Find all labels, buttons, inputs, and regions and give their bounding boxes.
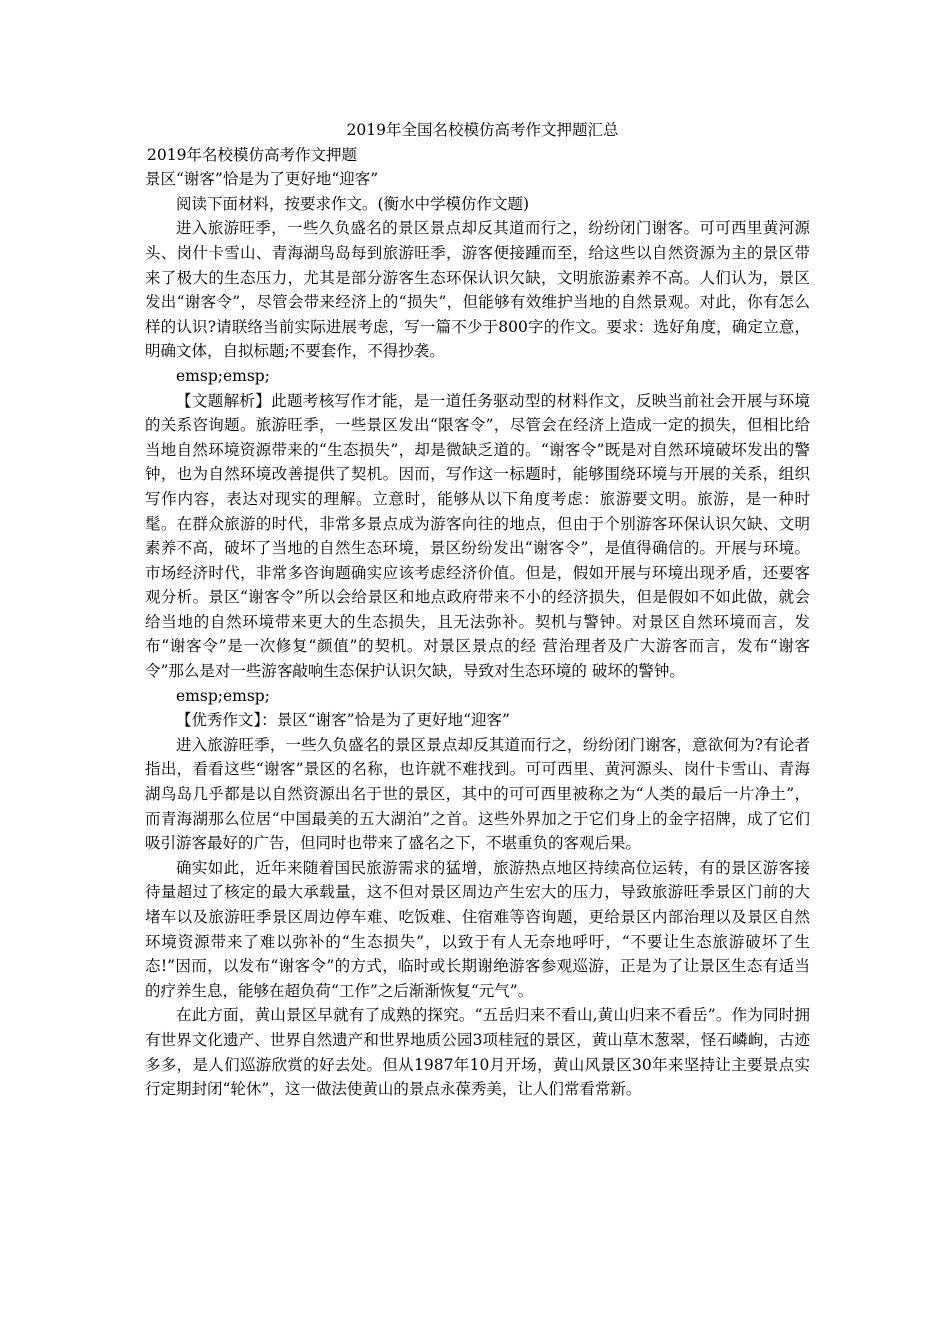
essay-topic: 景区“谢客”恰是为了更好地“迎客” — [145, 170, 379, 189]
document-page — [145, 118, 810, 1102]
essay-heading: 【优秀作文】：景区“谢客”恰是为了更好地“迎客” — [176, 711, 510, 730]
document-title: 2019年全国名校模仿高考作文押题汇总 — [346, 121, 619, 139]
essay-paragraph-2: 确实如此，近年来随着国民旅游需求的猛增，旅游热点地区持续高位运转，有的景区游客接待量超过了核定的最大承载量，这不但对景区周边产生宏大的压力，导致旅游旺季景区门前的大堵车以及旅游旺季景区周边停车难、吃饭难、住宿难等咨询题，更给景区内部治理以及景区自然环境资源带来了难以弥补的“生态损失”，以致于有人无奈地呼吁，“不要让生态旅游破坏了生态!”因而，以发布“谢客令”的方式，临时或长期谢绝游客参观巡游，正是为了让景区生态有适当的疗养生息，能够在超负荷“工作”之后渐渐恢复“元气”。 — [145, 858, 810, 1000]
essay-paragraph-1: 进入旅游旺季，一些久负盛名的景区景点却反其道而行之，纷纷闭门谢客，意欲何为?有论者指出，看看这些“谢客”景区的名称，也许就不难找到。可可西里、黄河源头、岗什卡雪山、青海湖鸟岛几乎都是以自然资源出名于世的景区，其中的可可西里被称之为“人类的最后一片净土”，而青海湖那么位居“中国最美的五大湖泊”之首。这些外界加之于它们身上的金字招牌，成了它们吸引游客最好的广告，但同时也带来了盛名之下，不堪重负的客观后果。 — [145, 735, 810, 853]
analysis-paragraph: 【文题解析】此题考核写作才能，是一道任务驱动型的材料作文，反映当前社会开展与环境的关系咨询题。旅游旺季，一些景区发出“限客令”，尽管会在经济上造成一定的损失，但相比给当地自然环境资源带来的“生态损失”，却是微缺乏道的。“谢客令”既是对自然环境破坏发出的警钟，也为自然环境改善提供了契机。因而，写作这一标题时，能够围绕环境与开展的关系，组织写作内容，表达对现实的理解。立意时，能够从以下角度考虑：旅游要文明。旅游，是一种时髦。在群众旅游的时代，非常多景点成为游客向往的地点，但由于个别游客环保认识欠缺、文明素养不高，破坏了当地的自然生态环境，景区纷纷发出“谢客令”，是值得确信的。开展与环境。市场经济时代，非常多咨询题确实应该考虑经济价值。但是，假如开展与环境出现矛盾，还要客观分析。景区“谢客令”所以会给景区和地点政府带来不小的经济损失，但是假如不如此做，就会给当地的自然环境带来更大的生态损失，且无法弥补。契机与警钟。对景区自然环境而言，发布“谢客令”是一次修复“颜值”的契机。对景区景点的经 营治理者及广大游客而言，发布“谢客令”那么是对一些游客敲响生态保护认识欠缺，导致对生态环境的 破坏的警钟。 — [145, 391, 810, 681]
spacer-text: emsp;emsp; — [176, 366, 270, 385]
material-paragraph: 进入旅游旺季，一些久负盛名的景区景点却反其道而行之，纷纷闭门谢客。可可西里黄河源头、岗什卡雪山、青海湖鸟岛每到旅游旺季，游客便接踵而至，给这些以自然资源为主的景区带来了极大的生态压力，尤其是部分游客生态环保认识欠缺，文明旅游素养不高。人们认为，景区发出“谢客令”，尽管会带来经济上的“损失”，但能够有效维护当地的自然景观。对此，你有怎么样的认识?请联络当前实际进展考虑，写一篇不少于800字的作文。要求：选好角度，确定立意，明确文体，自拟标题;不要套作，不得抄袭。 — [145, 219, 810, 361]
instruction-text: 阅读下面材料，按要求作文。(衡水中学模仿作文题) — [176, 194, 530, 213]
essay-paragraph-3: 在此方面，黄山景区早就有了成熟的探究。“五岳归来不看山,黄山归来不看岳”。作为同时拥有世界文化遗产、世界自然遗产和世界地质公园3项桂冠的景区，黄山草木葱翠，怪石嶙峋，古迹多多，是人们巡游欣赏的好去处。但从1987年10月开场，黄山风景区30年来坚持让主要景点实行定期封闭“轮休”，这一做法使黄山的景点永葆秀美，让人们常看常新。 — [145, 1006, 810, 1099]
document-subtitle: 2019年名校模仿高考作文押题 — [147, 145, 357, 164]
spacer-text: emsp;emsp; — [176, 686, 270, 705]
